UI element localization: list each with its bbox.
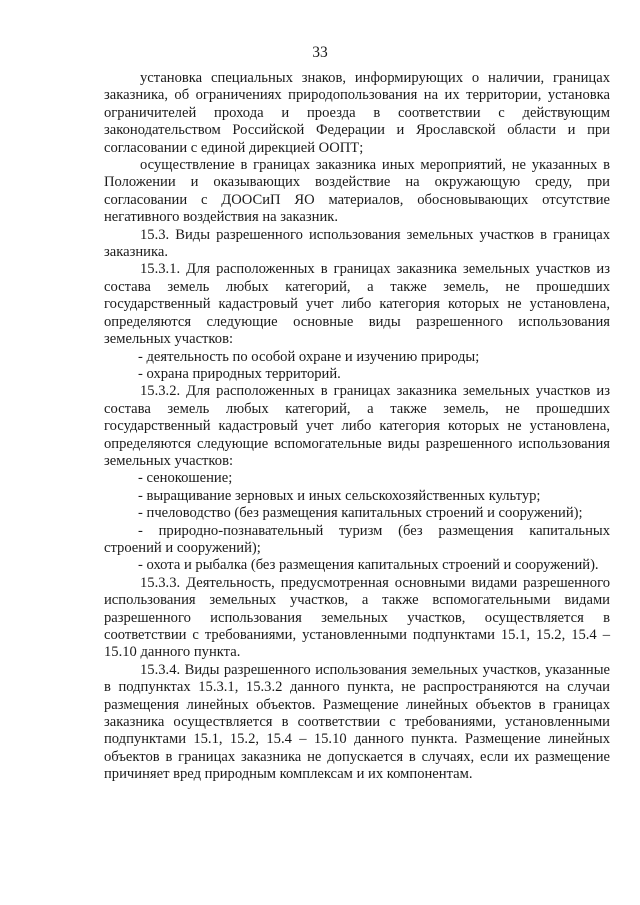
list-item-ecotourism: - природно-познавательный туризм (без размещения капитальных строений и сооружений); <box>104 522 610 556</box>
list-item-crop-growing: - выращивание зерновых и иных сельскохозяйственных культур; <box>138 487 541 504</box>
paragraph-15-3-1: 15.3.1. Для расположенных в границах заказника земельных участков из состава земель любых категорий, а также земель, не прошедших государственный кадастровый учет либо категория которых не установлена, определяются следующие основные виды разрешенного использования земельных участков: <box>104 261 610 348</box>
list-item-territory-protection: - охрана природных территорий. <box>138 365 341 382</box>
paragraph-signs-installation: установка специальных знаков, информирующих о наличии, границах заказника, об ограничениях природопользования на их территории, установка ограничителей прохода и проезда в соответствии с действующим законодательством Российской Федерации и Ярославской области и при согласовании с единой дирекцией ООПТ; <box>104 70 610 156</box>
list-item-nature-protection: - деятельность по особой охране и изучению природы; <box>138 348 480 365</box>
page-number: 33 <box>312 44 328 61</box>
paragraph-15-3-3: 15.3.3. Деятельность, предусмотренная основными видами разрешенного использования земельных участков, а также вспомогательными видами разрешенного использования земельных участков, осуществляется в соответствии с требованиями, установленными подпунктами 15.1, 15.2, 15.4 – 15.10 данного пункта. <box>104 574 610 661</box>
list-item-beekeeping: - пчеловодство (без размещения капитальных строений и сооружений); <box>138 505 583 522</box>
document-body <box>104 70 610 784</box>
list-item-haymaking: - сенокошение; <box>138 470 233 487</box>
paragraph-15-3-4: 15.3.4. Виды разрешенного использования земельных участков, указанные в подпунктах 15.3.1, 15.3.2 данного пункта, не распространяются на случаи размещения линейных объектов. Размещение линейных объектов в границах заказника осуществляется в соответствии с требованиями, установленными подпунктами 15.1, 15.2, 15.4 – 15.10 данного пункта. Размещение линейных объектов в границах заказника не допускается в случаях, если их размещение причиняет вред природным комплексам и их компонентам. <box>104 661 610 783</box>
paragraph-other-activities: осуществление в границах заказника иных мероприятий, не указанных в Положении и оказывающих воздействие на окружающую среду, при согласовании с ДООСиП ЯО материалов, обосновывающих отсутствие негативного воздействия на заказник. <box>104 157 610 226</box>
paragraph-15-3-heading: 15.3. Виды разрешенного использования земельных участков в границах заказника. <box>104 226 610 261</box>
paragraph-15-3-2: 15.3.2. Для расположенных в границах заказника земельных участков из состава земель любых категорий, а также земель, не прошедших государственный кадастровый учет либо категория которых не установлена, определяются следующие вспомогательные виды разрешенного использования земельных участков: <box>104 383 610 469</box>
list-item-hunting-fishing: - охота и рыбалка (без размещения капитальных строений и сооружений). <box>138 557 599 574</box>
